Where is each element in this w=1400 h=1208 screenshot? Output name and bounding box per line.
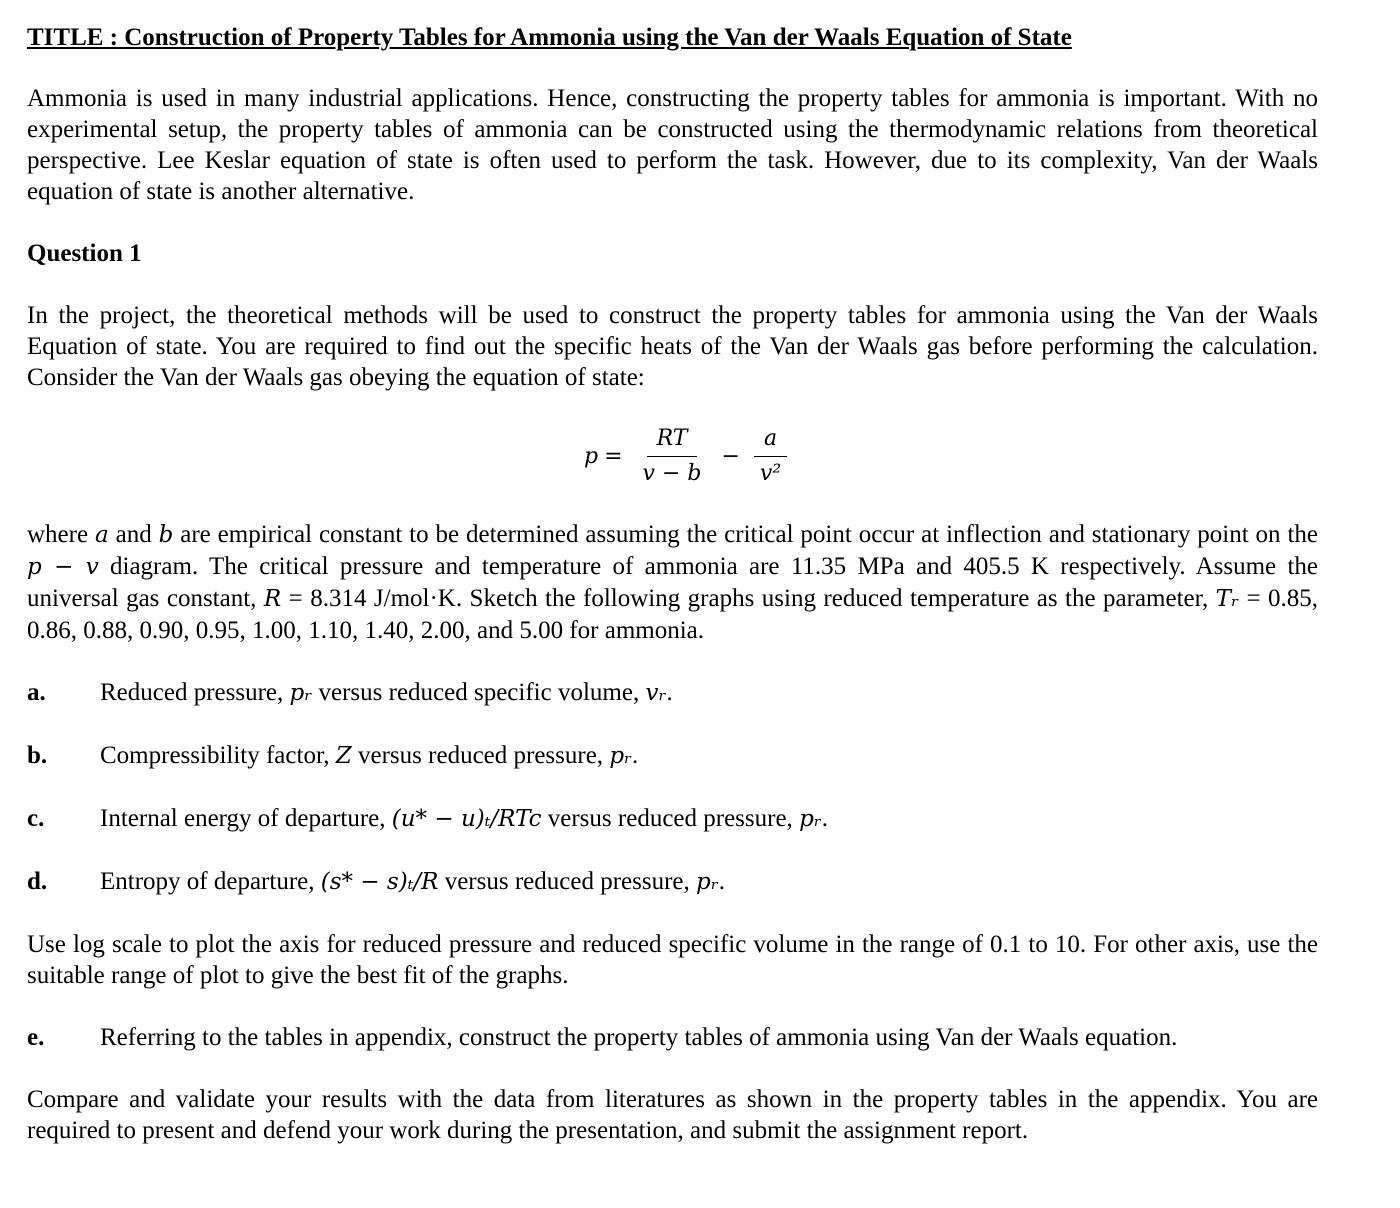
question-heading: Question 1 [27, 240, 142, 267]
document-page [27, 20, 1318, 1146]
math-tr: Tᵣ [1215, 586, 1239, 612]
text-span: Compressibility factor, [100, 742, 336, 769]
math-pr: pᵣ [799, 806, 822, 832]
equation-equals: = [604, 443, 623, 469]
list-label: e. [27, 1024, 45, 1051]
math-pr: pᵣ [696, 869, 719, 895]
log-scale-paragraph: Use log scale to plot the axis for reduced pressure and reduced specific volume in the range of 0.1 to 10. For other axis, use the suitable range of plot to give the best fit of the graphs. [27, 931, 1318, 989]
constants-paragraph [27, 519, 1318, 646]
text-span: . [718, 868, 725, 895]
equation-fraction-rt [633, 426, 712, 487]
math-internal-energy-departure: (u* − u)ₜ/RTc [391, 806, 542, 832]
math-pr: pᵣ [289, 680, 313, 706]
text-span: . [666, 679, 673, 706]
question-paragraph: In the project, the theoretical methods will be used to construct the property tables for ammonia using the Van der Waals Equation of state. You are required to find out the specific heats of the Van der Waals gas before performing the calculation. Consider the Van der Waals gas obeying the equation of state: [27, 302, 1318, 391]
list-text [100, 740, 1318, 772]
text-span: versus reduced pressure, [351, 742, 610, 769]
list-text [100, 677, 1318, 709]
van-der-waals-equation [27, 421, 1318, 491]
math-p-v: p − v [27, 554, 99, 580]
list-label: c. [27, 805, 45, 832]
math-b: b [158, 522, 174, 548]
math-entropy-departure: (s* − s)ₜ/R [320, 869, 439, 895]
text-span: Entropy of departure, [100, 868, 321, 895]
text-span: diagram. The critical pressure and temperature of ammonia are 11.35 MPa and 405.5 K respectively. Assume the universal gas constant, [27, 553, 1318, 612]
text-span: Reduced pressure, [100, 679, 290, 706]
text-span: versus reduced pressure, [541, 805, 800, 832]
list-item-c [27, 803, 1318, 835]
text-span: where [27, 521, 95, 548]
list-text [100, 803, 1318, 835]
list-item-a [27, 677, 1318, 709]
document-title: TITLE : Construction of Property Tables for Ammonia using the Van der Waals Equation of State [27, 24, 1072, 51]
text-span: Internal energy of departure, [100, 805, 392, 832]
math-r: R [263, 586, 282, 612]
list-item-e [27, 1022, 1318, 1053]
math-pr: pᵣ [609, 743, 633, 769]
list-item-b [27, 740, 1318, 772]
text-span: . [632, 742, 639, 769]
math-a: a [94, 522, 109, 548]
fraction-denominator-vb: v − b [642, 460, 702, 486]
equation-lhs: p [584, 443, 599, 469]
text-span: versus reduced specific volume, [312, 679, 646, 706]
list-label: d. [27, 868, 48, 895]
text-span: are empirical constant to be determined assuming the critical point occur at inflection and stationary point on the [173, 521, 1318, 548]
list-label: a. [27, 679, 46, 706]
list-text [100, 866, 1318, 898]
text-span: versus reduced pressure, [438, 868, 696, 895]
fraction-numerator-rt: RT [647, 426, 698, 457]
text-span: . [821, 805, 829, 832]
text-span: = 8.314 J/mol·K. Sketch the following graphs using reduced temperature as the parameter, [281, 585, 1216, 612]
text-span: = 0.85, 0.86, 0.88, 0.90, 0.95, 1.00, 1.10, 1.40, 2.00, and 5.00 for ammonia. [27, 585, 1318, 644]
final-paragraph: Compare and validate your results with the data from literatures as shown in the property tables in the appendix. You are required to present and defend your work during the presentation, and submit the assignment report. [27, 1086, 1318, 1144]
equation-fraction-a [750, 426, 791, 487]
text-span: and [108, 521, 159, 548]
list-item-d [27, 866, 1318, 898]
math-z: Z [335, 743, 352, 769]
intro-paragraph: Ammonia is used in many industrial applications. Hence, constructing the property tables for ammonia is important. With no experimental setup, the property tables of ammonia can be constructed using the thermodynamic relations from theoretical perspective. Lee Keslar equation of state is often used to perform the task. However, due to its complexity, Van der Waals equation of state is another alternative. [27, 85, 1318, 205]
list-text: Referring to the tables in appendix, construct the property tables of ammonia using Van der Waals equation. [100, 1024, 1178, 1051]
fraction-numerator-a: a [754, 426, 787, 457]
list-label: b. [27, 742, 48, 769]
fraction-denominator-v2: v² [759, 460, 782, 486]
equation-minus: − [721, 443, 740, 469]
math-vr: vᵣ [645, 680, 667, 706]
